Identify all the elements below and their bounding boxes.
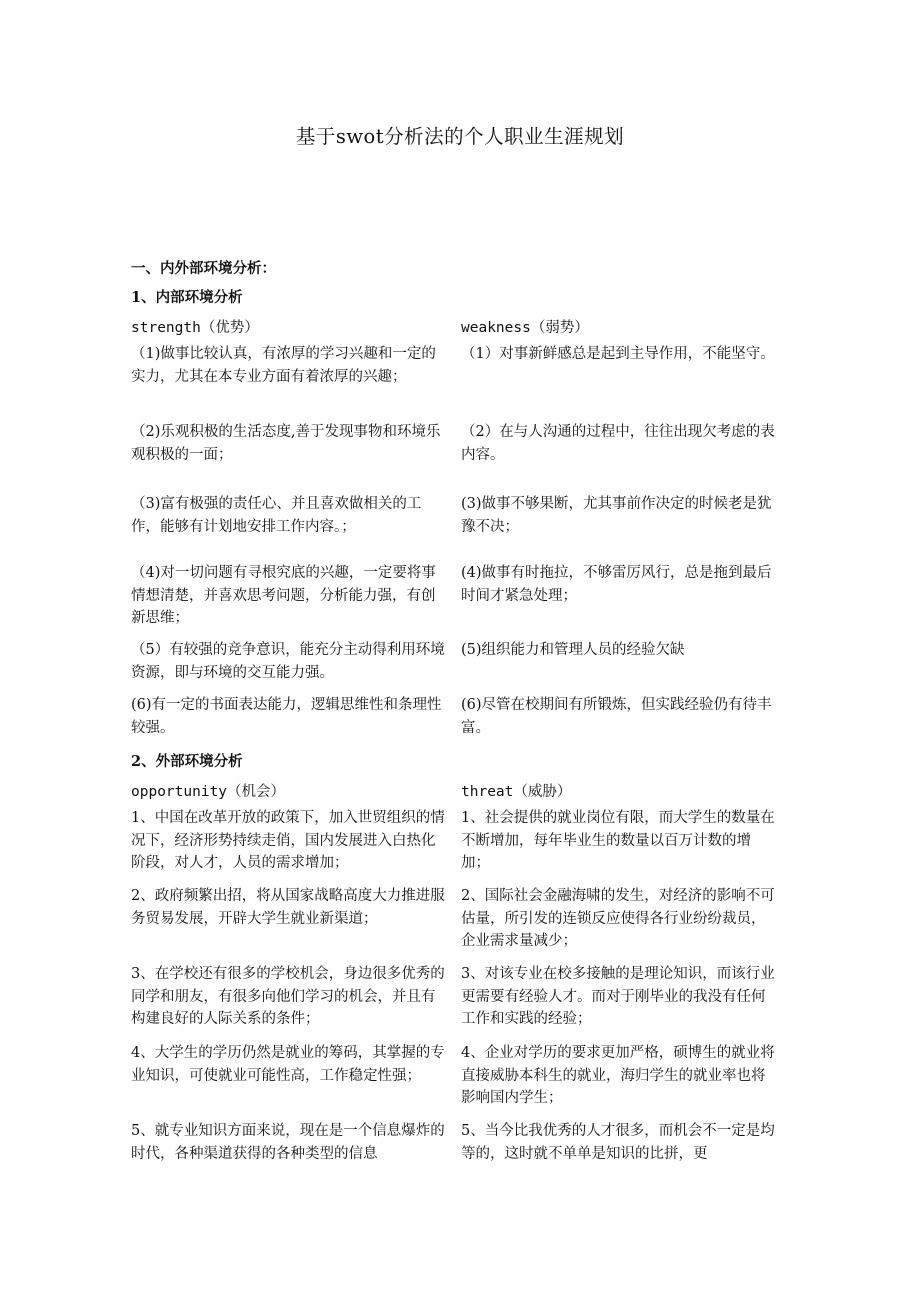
threat-item: 2、国际社会金融海啸的发生，对经济的影响不可估量，所引发的连锁反应使得各行业纷纷裁员，企业需求量减少； — [461, 888, 775, 949]
subsection-heading-internal: 1、内部环境分析 — [131, 289, 243, 306]
strength-item: （3)富有极强的责任心、并且喜欢做相关的工作，能够有计划地安排工作内容。； — [131, 496, 422, 535]
weakness-label: weakness（弱势） — [461, 320, 589, 336]
strength-item: （5）有较强的竞争意识，能充分主动得利用环境资源，即与环境的交互能力强。 — [131, 642, 445, 681]
opportunity-item: 1、中国在改革开放的政策下，加入世贸组织的情况下，经济形势持续走俏，国内发展进入白热化阶段，对人才，人员的需求增加； — [131, 810, 445, 871]
opportunity-item: 5、就专业知识方面来说，现在是一个信息爆炸的时代，各种渠道获得的各种类型的信息 — [131, 1123, 445, 1162]
document-title: 基于swot分析法的个人职业生涯规划 — [295, 125, 625, 148]
strength-item: （1)做事比较认真，有浓厚的学习兴趣和一定的实力，尤其在本专业方面有着浓厚的兴趣； — [131, 346, 436, 385]
threat-item: 3、对该专业在校多接触的是理论知识，而该行业更需要有经验人才。而对于刚毕业的我没有任何工作和实践的经验； — [461, 966, 775, 1027]
threat-item: 5、当今比我优秀的人才很多，而机会不一定是均等的，这时就不单单是知识的比拼，更 — [461, 1123, 775, 1162]
strength-item: (6)有一定的书面表达能力，逻辑思维性和条理性较强。 — [131, 697, 442, 736]
subsection-heading-external: 2、外部环境分析 — [131, 753, 243, 770]
opportunity-item: 2、政府频繁出招，将从国家战略高度大力推进服务贸易发展，开辟大学生就业新渠道； — [131, 888, 445, 927]
opportunity-item: 3、在学校还有很多的学校机会，身边很多优秀的同学和朋友，有很多向他们学习的机会，并且有构建良好的人际关系的条件； — [131, 966, 445, 1027]
threat-item: 1、社会提供的就业岗位有限，而大学生的数量在不断增加，每年毕业生的数量以百万计数的增加； — [461, 810, 775, 871]
strength-label: strength（优势） — [131, 320, 259, 336]
strength-item: （4)对一切问题有寻根究底的兴趣，一定要将事情想清楚，并喜欢思考问题，分析能力强，有创新思维； — [131, 565, 436, 626]
weakness-item: (4)做事有时拖拉，不够雷厉风行，总是拖到最后时间才紧急处理； — [461, 565, 772, 604]
opportunity-item: 4、大学生的学历仍然是就业的筹码，其掌握的专业知识，可使就业可能性高，工作稳定性强； — [131, 1045, 445, 1084]
weakness-item: (3)做事不够果断，尤其事前作决定的时候老是犹豫不决； — [461, 496, 772, 535]
weakness-item: (6)尽管在校期间有所锻炼，但实践经验仍有待丰富。 — [461, 697, 772, 736]
section-heading-environment-analysis: 一、内外部环境分析： — [131, 260, 276, 277]
weakness-item: （2）在与人沟通的过程中，往往出现欠考虑的表内容。 — [461, 424, 775, 463]
weakness-item: (5)组织能力和管理人员的经验欠缺 — [461, 642, 685, 658]
threat-item: 4、企业对学历的要求更加严格，硕博生的就业将直接威胁本科生的就业，海归学生的就业率也将影响国内学生； — [461, 1045, 775, 1106]
weakness-item: （1）对事新鲜感总是起到主导作用，不能坚守。 — [461, 346, 775, 362]
opportunity-label: opportunity（机会） — [131, 784, 286, 800]
threat-label: threat（威胁） — [461, 784, 572, 800]
strength-item: （2)乐观积极的生活态度,善于发现事物和环境乐观积极的一面； — [131, 424, 441, 463]
